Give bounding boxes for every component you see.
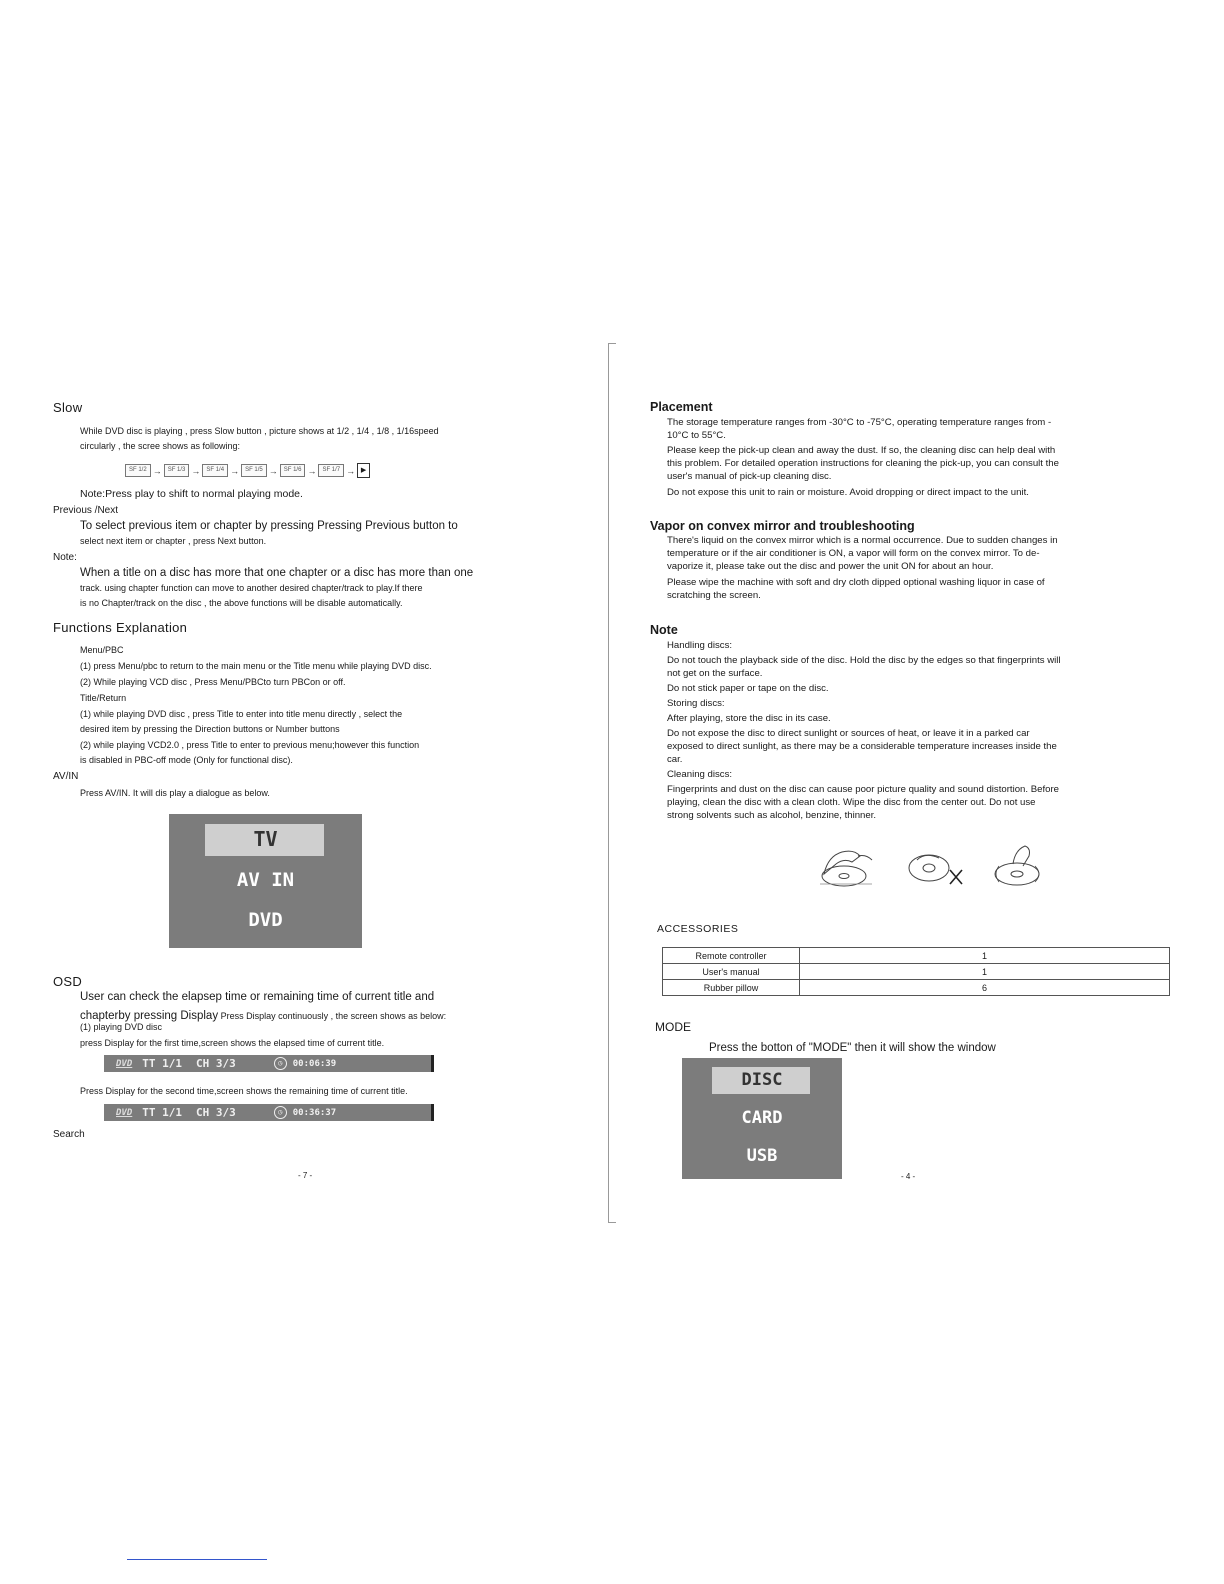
play-icon: ▶ [357,463,370,478]
note-text-1: When a title on a disc has more that one chapter or a disc has more than one [80,567,474,579]
avin-dialogue [169,814,362,948]
placement-line-2: 10°C to 55°C. [667,430,726,441]
note-line-4: Do not stick paper or tape on the disc. [667,683,829,694]
osd-bar-elapsed [104,1055,434,1072]
accessories-table [662,947,1170,996]
prevnext-text-1: To select previous item or chapter by pressing Pressing Previous button to [80,520,458,532]
accessory-quantity: 6 [800,980,1170,996]
page-divider-tick-bottom [608,1222,616,1223]
note-line-13: strong solvents such as alcohol, benzine, thinner. [667,810,877,821]
menu-pbc-item-2: (2) While playing VCD disc , Press Menu/PBCto turn PBCon or off. [80,677,346,687]
note-line-10: Cleaning discs: [667,769,733,780]
placement-line-4: this problem. For detailed operation instructions for cleaning the pick-up, you can consult the [667,458,1059,469]
note-line-6: After playing, store the disc in its case. [667,713,831,724]
osd-text-2b: Press Display continuously , the screen shows as below: [218,1011,447,1021]
note-line-11: Fingerprints and dust on the disc can cause poor picture quality and sound distortion. Before [667,784,1059,795]
osd-dvd-logo: DVD [116,1058,133,1069]
search-heading: Search [53,1129,85,1140]
osd-title-count: TT 1/1 [142,1057,183,1070]
accessory-name: Remote controller [663,948,800,964]
mode-dialogue [682,1058,842,1179]
arrow-right-icon: → [152,465,162,476]
avin-option-dvd[interactable]: DVD [248,909,283,931]
avin-heading: AV/IN [53,771,79,782]
mode-option-disc[interactable]: DISC [741,1070,783,1090]
osd-heading: OSD [53,974,83,989]
avin-option-tv[interactable]: TV [253,827,278,851]
page-number-left: - 7 - [298,1171,313,1180]
osd-bar-remaining [104,1104,434,1121]
note-line-7: Do not expose the disc to direct sunlight or sources of heat, or leave it in a parked car [667,728,1030,739]
note-heading-right: Note [650,623,678,637]
osd-text-3: press Display for the first time,screen shows the elapsed time of current title. [80,1038,385,1048]
title-return-item-2b: is disabled in PBC-off mode (Only for functional disc). [80,755,293,765]
note-line-1: Handling discs: [667,640,733,651]
title-return-item-1: (1) while playing DVD disc , press Title to enter into title menu directly , select the [80,709,403,719]
slow-speed-step: SF 1/3 [164,464,190,477]
functions-heading: Functions Explanation [53,620,188,635]
placement-heading: Placement [650,400,713,414]
vapor-line-1: There's liquid on the convex mirror which is a normal occurrence. Due to sudden changes in [667,535,1058,546]
table-row [663,980,1170,996]
arrow-right-icon: → [268,465,278,476]
disc-cleaning-illustration [985,842,1049,890]
title-return-label: Title/Return [80,693,127,703]
disc-holding-illustration [814,844,878,890]
disc-fingerprint-illustration [905,848,967,888]
arrow-right-icon: → [346,465,356,476]
avin-option-av-in[interactable]: AV IN [236,869,295,891]
menu-pbc-label: Menu/PBC [80,645,124,655]
note-text-2: track. using chapter function can move to another desired chapter/track to play.If there [80,583,423,593]
prevnext-heading: Previous /Next [53,505,119,516]
osd-text-2a: chapterby pressing Display [80,1010,219,1022]
accessory-name: User's manual [663,964,800,980]
slow-speed-step: SF 1/2 [125,464,151,477]
osd-chapter-count: CH 3/3 [196,1057,236,1070]
mode-option-card[interactable]: CARD [741,1108,783,1128]
osd-time-elapsed: 00:06:39 [292,1058,337,1069]
note-line-2: Do not touch the playback side of the disc. Hold the disc by the edges so that fingerprints will [667,655,1061,666]
accessory-name: Rubber pillow [663,980,800,996]
slow-heading: Slow [53,400,83,415]
arrow-right-icon: → [191,465,201,476]
slow-speed-step: SF 1/7 [318,464,344,477]
osd-text-1: User can check the elapsep time or remaining time of current title and [80,991,435,1003]
slow-speed-sequence [125,463,370,478]
note-line-9: car. [667,754,683,765]
osd-time-remaining: 00:36:37 [292,1107,337,1118]
vapor-line-2: temperature or if the air conditioner is ON, a vapor will form on the convex mirror. To de- [667,548,1040,559]
vapor-heading: Vapor on convex mirror and troubleshooting [650,519,915,533]
arrow-right-icon: → [307,465,317,476]
avin-text: Press AV/IN. It will dis play a dialogue as below. [80,788,270,798]
note-line-3: not get on the surface. [667,668,763,679]
slow-speed-step: SF 1/5 [241,464,267,477]
slow-text-1: While DVD disc is playing , press Slow button , picture shows at 1/2 , 1/4 , 1/8 , 1/16speed [80,426,439,436]
table-row [663,948,1170,964]
placement-line-1: The storage temperature ranges from -30°C to -75°C, operating temperature ranges from - [667,417,1052,428]
osd-chapter-count: CH 3/3 [196,1106,236,1119]
placement-line-6: Do not expose this unit to rain or moisture. Avoid dropping or direct impact to the unit. [667,487,1029,498]
placement-line-5: user's manual of pick-up cleaning disc. [667,471,832,482]
page-divider-tick-top [608,343,616,344]
note-line-12: playing, clean the disc with a clean cloth. Wipe the disc from the center out. Do not use [667,797,1036,808]
page-number-right: - 4 - [901,1172,916,1181]
accessories-heading: ACCESSORIES [657,923,739,935]
osd-text-4: Press Display for the second time,screen shows the remaining time of current title. [80,1086,408,1096]
title-return-item-1b: desired item by pressing the Direction buttons or Number buttons [80,724,340,734]
mode-heading: MODE [655,1020,691,1034]
note-line-5: Storing discs: [667,698,725,709]
note-text-3: is no Chapter/track on the disc , the above functions will be disable automatically. [80,598,403,608]
slow-text-2: circularly , the scree shows as following: [80,441,241,451]
vapor-line-4: Please wipe the machine with soft and dry cloth dipped optional washing liquor in case of [667,577,1045,588]
accessory-quantity: 1 [800,964,1170,980]
accessory-quantity: 1 [800,948,1170,964]
slow-note: Note:Press play to shift to normal playing mode. [80,488,303,500]
placement-line-3: Please keep the pick-up clean and away the dust. If so, the cleaning disc can help deal with [667,445,1056,456]
osd-title-count: TT 1/1 [142,1106,183,1119]
osd-item-1: (1) playing DVD disc [80,1022,163,1032]
slow-speed-step: SF 1/6 [280,464,306,477]
note-line-8: exposed to direct sunlight, as there may be a considerable temperature increases inside the [667,741,1057,752]
bottom-rule [127,1559,267,1560]
menu-pbc-item-1: (1) press Menu/pbc to return to the main menu or the Title menu while playing DVD disc. [80,661,432,671]
osd-dvd-logo: DVD [116,1107,133,1118]
title-return-item-2: (2) while playing VCD2.0 , press Title to enter to previous menu;however this function [80,740,420,750]
arrow-right-icon: → [230,465,240,476]
clock-icon: ◷ [274,1106,287,1119]
prevnext-text-2: select next item or chapter , press Next button. [80,536,267,546]
mode-text: Press the botton of "MODE" then it will show the window [709,1042,996,1054]
vapor-line-3: vaporize it, please take out the disc and power the unit ON for about an hour. [667,561,994,572]
vapor-line-5: scratching the screen. [667,590,761,601]
page-divider [608,343,609,1223]
mode-option-usb[interactable]: USB [746,1146,778,1166]
table-row [663,964,1170,980]
clock-icon: ◷ [274,1057,287,1070]
note-heading: Note: [53,552,77,563]
slow-speed-step: SF 1/4 [202,464,228,477]
